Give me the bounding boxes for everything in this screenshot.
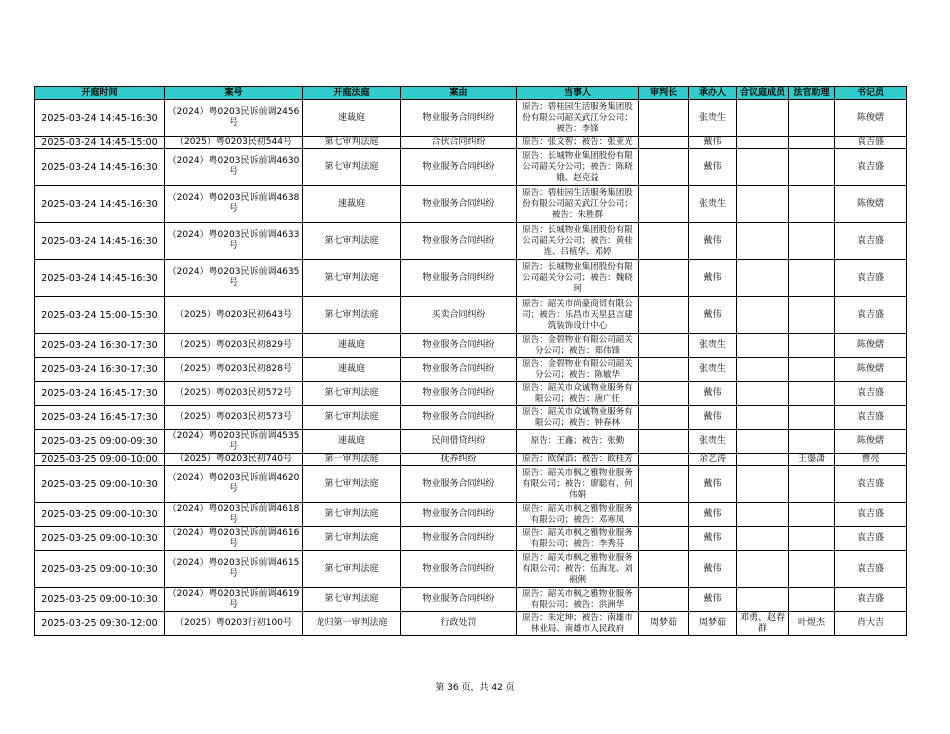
cell-case-no: （2025）粤0203民初572号 (165, 382, 303, 406)
cell-time: 2025-03-24 16:45-17:30 (35, 406, 165, 430)
cell-court: 第七审判法庭 (303, 149, 401, 186)
cell-assistant (789, 260, 835, 297)
cell-time: 2025-03-24 14:45-16:30 (35, 223, 165, 260)
cell-clerk: 肖大吉 (835, 612, 907, 636)
cell-handler: 戴伟 (689, 260, 737, 297)
cell-handler: 张贵生 (689, 334, 737, 358)
cell-clerk: 陈俊熠 (835, 430, 907, 454)
cell-assistant (789, 588, 835, 612)
cell-time: 2025-03-25 09:00-10:30 (35, 503, 165, 527)
cell-panel (737, 223, 789, 260)
cell-case-no: （2024）粤0203民诉前调4630号 (165, 149, 303, 186)
cell-time: 2025-03-24 14:45-15:00 (35, 137, 165, 149)
cell-assistant (789, 297, 835, 334)
cell-handler: 戴伟 (689, 527, 737, 551)
col-header-chief-judge: 审判长 (639, 87, 689, 100)
cell-parties: 原告：韶关市众诚物业服务有限公司；被告：唐广任 (517, 382, 639, 406)
cell-clerk: 袁吉盛 (835, 260, 907, 297)
cell-clerk: 袁吉盛 (835, 382, 907, 406)
cell-clerk: 曹亮 (835, 454, 907, 466)
cell-chief-judge (639, 186, 689, 223)
cell-court: 速裁庭 (303, 430, 401, 454)
cell-parties: 原告：金碧物业有限公司韶关分公司；被告：郑伟锋 (517, 334, 639, 358)
cell-cause: 物业服务合同纠纷 (401, 382, 517, 406)
cell-chief-judge (639, 466, 689, 503)
cell-chief-judge (639, 149, 689, 186)
cell-time: 2025-03-24 16:45-17:30 (35, 382, 165, 406)
col-header-panel: 合议庭成员 (737, 87, 789, 100)
cell-cause: 物业服务合同纠纷 (401, 358, 517, 382)
table-row (35, 149, 907, 186)
cell-parties: 原告：韶关市枫之雅物业服务有限公司；被告：廖聪有、何伟娟 (517, 466, 639, 503)
cell-parties: 原告：王鑫；被告：张勤 (517, 430, 639, 454)
cell-case-no: （2024）粤0203民诉前调4638号 (165, 186, 303, 223)
table-row (35, 334, 907, 358)
cell-panel (737, 503, 789, 527)
cell-panel (737, 260, 789, 297)
cell-court: 龙归第一审判法庭 (303, 612, 401, 636)
cell-chief-judge (639, 297, 689, 334)
cell-chief-judge (639, 430, 689, 454)
cell-case-no: （2024）粤0203民诉前调4635号 (165, 260, 303, 297)
cell-case-no: （2025）粤0203民初573号 (165, 406, 303, 430)
cell-parties: 原告：韶关市众诚物业服务有限公司；被告：钟春林 (517, 406, 639, 430)
cell-chief-judge (639, 588, 689, 612)
table-row (35, 430, 907, 454)
cell-time: 2025-03-24 15:00-15:30 (35, 297, 165, 334)
cell-cause: 民间借贷纠纷 (401, 430, 517, 454)
cell-panel (737, 100, 789, 137)
cell-panel (737, 551, 789, 588)
col-header-court: 开庭法庭 (303, 87, 401, 100)
cell-court: 第七审判法庭 (303, 503, 401, 527)
cell-case-no: （2025）粤0203民初829号 (165, 334, 303, 358)
cell-cause: 物业服务合同纠纷 (401, 149, 517, 186)
cell-clerk: 袁吉盛 (835, 223, 907, 260)
cell-handler: 张贵生 (689, 358, 737, 382)
cell-case-no: （2025）粤0203民初544号 (165, 137, 303, 149)
cell-parties: 原告：韶关市枫之雅物业服务有限公司；被告：洪洲华 (517, 588, 639, 612)
hearing-schedule-table (34, 86, 907, 636)
cell-court: 第七审判法庭 (303, 382, 401, 406)
cell-parties: 原告：朱定坤；被告：南雄市林业局、南雄市人民政府 (517, 612, 639, 636)
cell-court: 第七审判法庭 (303, 260, 401, 297)
table-row (35, 588, 907, 612)
cell-clerk: 袁吉盛 (835, 137, 907, 149)
table-row (35, 382, 907, 406)
cell-cause: 物业服务合同纠纷 (401, 223, 517, 260)
cell-case-no: （2024）粤0203民诉前调4616号 (165, 527, 303, 551)
cell-panel (737, 466, 789, 503)
cell-panel (737, 527, 789, 551)
table-row (35, 527, 907, 551)
cell-panel (737, 137, 789, 149)
cell-assistant (789, 137, 835, 149)
cell-assistant (789, 223, 835, 260)
cell-parties: 原告：张文智；被告：张亚光 (517, 137, 639, 149)
cell-parties: 原告：长城物业集团股份有限公司韶关分公司；被告：魏晓珂 (517, 260, 639, 297)
cell-court: 第七审判法庭 (303, 527, 401, 551)
cell-parties: 原告：韶关市枫之雅物业服务有限公司；被告：李秀芬 (517, 527, 639, 551)
cell-case-no: （2024）粤0203民诉前调4633号 (165, 223, 303, 260)
table-row (35, 612, 907, 636)
cell-chief-judge (639, 260, 689, 297)
cell-clerk: 袁吉盛 (835, 588, 907, 612)
cell-parties: 原告：韶关市尚豪商贸有限公司；被告：乐昌市天星县言建筑装饰设计中心 (517, 297, 639, 334)
cell-assistant (789, 334, 835, 358)
cell-handler: 戴伟 (689, 406, 737, 430)
col-header-time: 开庭时间 (35, 87, 165, 100)
cell-chief-judge (639, 503, 689, 527)
cell-case-no: （2024）粤0203民诉前调4620号 (165, 466, 303, 503)
cell-assistant (789, 406, 835, 430)
cell-cause: 物业服务合同纠纷 (401, 334, 517, 358)
cell-assistant (789, 358, 835, 382)
page-footer: 第 36 页，共 42 页 (435, 683, 515, 693)
cell-clerk: 陈俊熠 (835, 100, 907, 137)
cell-cause: 物业服务合同纠纷 (401, 551, 517, 588)
cell-clerk: 袁吉盛 (835, 527, 907, 551)
cell-time: 2025-03-25 09:00-10:30 (35, 527, 165, 551)
cell-court: 第七审判法庭 (303, 223, 401, 260)
cell-case-no: （2024）粤0203民诉前调4618号 (165, 503, 303, 527)
col-header-cause: 案由 (401, 87, 517, 100)
cell-assistant (789, 503, 835, 527)
cell-time: 2025-03-24 14:45-16:30 (35, 260, 165, 297)
cell-chief-judge (639, 334, 689, 358)
cell-cause: 物业服务合同纠纷 (401, 260, 517, 297)
cell-chief-judge (639, 551, 689, 588)
cell-handler: 周梦茹 (689, 612, 737, 636)
cell-time: 2025-03-24 14:45-16:30 (35, 100, 165, 137)
cell-clerk: 陈俊熠 (835, 358, 907, 382)
cell-panel (737, 454, 789, 466)
col-header-case-no: 案号 (165, 87, 303, 100)
cell-handler: 张贵生 (689, 186, 737, 223)
cell-handler: 戴伟 (689, 588, 737, 612)
cell-parties: 原告：韶关市枫之雅物业服务有限公司；被告：伍海龙、刘丽俐 (517, 551, 639, 588)
cell-assistant: 王鎏潇 (789, 454, 835, 466)
table-row (35, 503, 907, 527)
cell-court: 速裁庭 (303, 334, 401, 358)
cell-assistant: 叶煜杰 (789, 612, 835, 636)
cell-handler: 戴伟 (689, 382, 737, 406)
cell-assistant (789, 466, 835, 503)
cell-assistant (789, 186, 835, 223)
table-row (35, 137, 907, 149)
col-header-parties: 当事人 (517, 87, 639, 100)
cell-court: 第七审判法庭 (303, 551, 401, 588)
cell-court: 第七审判法庭 (303, 406, 401, 430)
cell-panel (737, 149, 789, 186)
cell-panel (737, 406, 789, 430)
cell-panel (737, 297, 789, 334)
cell-clerk: 陈俊熠 (835, 186, 907, 223)
cell-parties: 原告：欧保滔；被告：欧桂芳 (517, 454, 639, 466)
cell-panel (737, 430, 789, 454)
cell-parties: 原告：碧桂园生活服务集团股份有限公司韶关武江分公司；被告：李锋 (517, 100, 639, 137)
cell-assistant (789, 382, 835, 406)
table-row (35, 223, 907, 260)
cell-parties: 原告：韶关市枫之雅物业服务有限公司；被告：邓寒凤 (517, 503, 639, 527)
cell-time: 2025-03-25 09:00-10:30 (35, 551, 165, 588)
table-row (35, 406, 907, 430)
col-header-assistant: 法官助理 (789, 87, 835, 100)
cell-panel (737, 334, 789, 358)
cell-chief-judge (639, 358, 689, 382)
table-row (35, 297, 907, 334)
cell-panel (737, 186, 789, 223)
col-header-handler: 承办人 (689, 87, 737, 100)
cell-handler: 戴伟 (689, 223, 737, 260)
cell-parties: 原告：长城物业集团股份有限公司韶关分公司；被告：陈晓娥、赵克益 (517, 149, 639, 186)
cell-court: 速裁庭 (303, 358, 401, 382)
cell-clerk: 袁吉盛 (835, 503, 907, 527)
cell-time: 2025-03-24 14:45-16:30 (35, 186, 165, 223)
cell-parties: 原告：长城物业集团股份有限公司韶关分公司；被告：黄桂连、吕植华、邓婷 (517, 223, 639, 260)
cell-handler: 戴伟 (689, 137, 737, 149)
cell-court: 第七审判法庭 (303, 466, 401, 503)
cell-cause: 物业服务合同纠纷 (401, 406, 517, 430)
cell-handler: 戴伟 (689, 297, 737, 334)
col-header-clerk: 书记员 (835, 87, 907, 100)
cell-time: 2025-03-24 16:30-17:30 (35, 334, 165, 358)
cell-case-no: （2024）粤0203民诉前调4615号 (165, 551, 303, 588)
table-row (35, 100, 907, 137)
cell-court: 速裁庭 (303, 186, 401, 223)
cell-chief-judge (639, 137, 689, 149)
cell-cause: 买卖合同纠纷 (401, 297, 517, 334)
cell-handler: 余艺涛 (689, 454, 737, 466)
cell-chief-judge (639, 223, 689, 260)
cell-parties: 原告：金碧物业有限公司韶关分公司；被告：陈敏华 (517, 358, 639, 382)
cell-time: 2025-03-25 09:00-09:30 (35, 430, 165, 454)
cell-time: 2025-03-24 16:30-17:30 (35, 358, 165, 382)
cell-handler: 戴伟 (689, 149, 737, 186)
cell-case-no: （2024）粤0203民诉前调4535号 (165, 430, 303, 454)
cell-handler: 戴伟 (689, 551, 737, 588)
table-row (35, 358, 907, 382)
cell-clerk: 陈俊熠 (835, 334, 907, 358)
table-row (35, 551, 907, 588)
cell-assistant (789, 551, 835, 588)
cell-case-no: （2025）粤0203民初740号 (165, 454, 303, 466)
cell-parties: 原告：碧桂园生活服务集团股份有限公司韶关武江分公司；被告：朱胜群 (517, 186, 639, 223)
cell-panel (737, 358, 789, 382)
cell-time: 2025-03-25 09:00-10:30 (35, 588, 165, 612)
cell-panel (737, 382, 789, 406)
cell-chief-judge (639, 454, 689, 466)
cell-cause: 物业服务合同纠纷 (401, 503, 517, 527)
table-row (35, 466, 907, 503)
cell-clerk: 袁吉盛 (835, 551, 907, 588)
cell-time: 2025-03-25 09:30-12:00 (35, 612, 165, 636)
cell-cause: 物业服务合同纠纷 (401, 527, 517, 551)
cell-handler: 戴伟 (689, 503, 737, 527)
cell-clerk: 袁吉盛 (835, 466, 907, 503)
cell-panel (737, 588, 789, 612)
cell-clerk: 袁吉盛 (835, 297, 907, 334)
cell-case-no: （2024）粤0203民诉前调2456号 (165, 100, 303, 137)
cell-chief-judge (639, 406, 689, 430)
cell-chief-judge (639, 527, 689, 551)
cell-clerk: 袁吉盛 (835, 406, 907, 430)
table-row (35, 454, 907, 466)
table-row (35, 260, 907, 297)
table-row (35, 186, 907, 223)
cell-cause: 合伙合同纠纷 (401, 137, 517, 149)
cell-court: 第七审判法庭 (303, 137, 401, 149)
header-row (35, 87, 907, 100)
cell-court: 第七审判法庭 (303, 297, 401, 334)
cell-court: 第七审判法庭 (303, 588, 401, 612)
cell-handler: 张贵生 (689, 430, 737, 454)
cell-clerk: 袁吉盛 (835, 149, 907, 186)
cell-panel: 邓勇、赵春群 (737, 612, 789, 636)
cell-cause: 抚养纠纷 (401, 454, 517, 466)
cell-time: 2025-03-24 14:45-16:30 (35, 149, 165, 186)
cell-cause: 物业服务合同纠纷 (401, 588, 517, 612)
cell-case-no: （2025）粤0203民初828号 (165, 358, 303, 382)
cell-assistant (789, 527, 835, 551)
cell-chief-judge (639, 382, 689, 406)
cell-cause: 物业服务合同纠纷 (401, 100, 517, 137)
cell-assistant (789, 100, 835, 137)
cell-court: 速裁庭 (303, 100, 401, 137)
cell-time: 2025-03-25 09:00-10:00 (35, 454, 165, 466)
cell-time: 2025-03-25 09:00-10:30 (35, 466, 165, 503)
cell-chief-judge: 周梦茹 (639, 612, 689, 636)
cell-court: 第一审判法庭 (303, 454, 401, 466)
cell-handler: 张贵生 (689, 100, 737, 137)
cell-chief-judge (639, 100, 689, 137)
cell-cause: 物业服务合同纠纷 (401, 466, 517, 503)
cell-assistant (789, 430, 835, 454)
cell-case-no: （2025）粤0203民初643号 (165, 297, 303, 334)
cell-assistant (789, 149, 835, 186)
cell-cause: 行政处罚 (401, 612, 517, 636)
cell-case-no: （2024）粤0203民诉前调4619号 (165, 588, 303, 612)
cell-cause: 物业服务合同纠纷 (401, 186, 517, 223)
cell-case-no: （2025）粤0203行初100号 (165, 612, 303, 636)
cell-handler: 戴伟 (689, 466, 737, 503)
